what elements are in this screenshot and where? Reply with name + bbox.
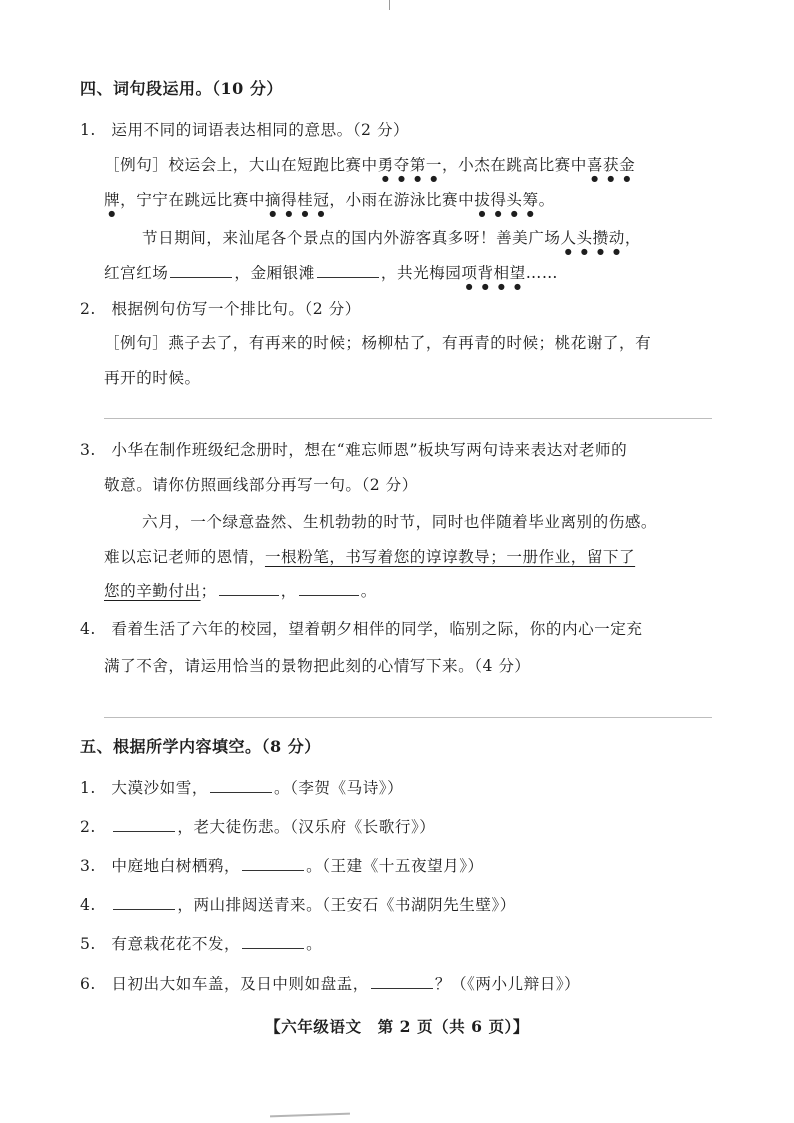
para-text: ； (200, 582, 217, 600)
dotted-phrase: 项背相望 (461, 264, 526, 282)
page-footer: 【六年级语文 第 2 页（共 6 页）】 (265, 1017, 529, 1036)
example-label: ［例句］ (104, 334, 169, 352)
example-text: ，小雨在游泳比赛中 (329, 191, 475, 209)
fill-item-3 (80, 855, 484, 877)
fill-item-5 (80, 933, 322, 955)
q4-answer-line[interactable] (104, 717, 712, 718)
q1-task-line2 (104, 262, 558, 291)
fill-item-4 (80, 894, 516, 916)
q3-para-line3 (104, 580, 377, 602)
item-number: 1. (80, 779, 96, 797)
item-text: 有意栽花花不发， (111, 935, 241, 953)
q3-number: 3. (80, 441, 96, 459)
q3-prompt-line1 (80, 439, 627, 461)
q1-prompt (80, 119, 409, 141)
underlined-phrase: 您的辛勤付出 (104, 582, 201, 600)
item-text: ，两山排闼送青来。（王安石《书湖阴先生壁》） (177, 896, 516, 914)
task-text: ，共光梅园 (380, 264, 462, 282)
q2-number: 2. (80, 300, 96, 318)
scan-smudge (270, 1113, 350, 1118)
dotted-phrase: 摘得桂冠 (264, 191, 330, 209)
dotted-phrase: 牌 (104, 191, 121, 209)
section4-title: 四、词句段运用。（10 分） (80, 79, 283, 98)
item-text: 。 (306, 935, 323, 953)
fill-blank[interactable] (113, 894, 175, 910)
underlined-phrase: 一根粉笔，书写着您的谆谆教导；一册作业，留下了 (264, 548, 636, 566)
para-text: ， (280, 582, 297, 600)
q3-para-line1: 六月，一个绿意盎然、生机勃勃的时节，同时也伴随着毕业离别的伤感。 (142, 513, 658, 531)
example-text: 。 (538, 191, 555, 209)
fill-item-6 (80, 973, 580, 995)
fill-blank[interactable] (371, 973, 433, 989)
example-text: ，宁宁在跳远比赛中 (120, 191, 265, 209)
dotted-phrase: 拔得头筹 (474, 191, 539, 209)
task-text: ， (624, 229, 641, 247)
item-text: 中庭地白树栖鸦， (111, 857, 241, 875)
scan-mark (389, 0, 390, 10)
item-number: 4. (80, 896, 96, 914)
task-text: ，金厢银滩 (234, 264, 315, 282)
q2-answer-line[interactable] (104, 418, 712, 419)
item-number: 3. (80, 857, 96, 875)
item-number: 2. (80, 818, 96, 836)
para-text: 。 (360, 582, 377, 600)
q4-number: 4. (80, 620, 96, 638)
q2-prompt (80, 298, 361, 320)
dotted-phrase: 人头攒动 (560, 229, 625, 247)
q4-prompt-line1 (80, 618, 642, 640)
section5-title: 五、根据所学内容填空。（8 分） (80, 737, 321, 756)
fill-blank[interactable] (219, 580, 279, 596)
example-text: ，小杰在跳高比赛中 (442, 156, 587, 174)
example-label: ［例句］ (104, 156, 169, 174)
item-text: 日初出大如车盖，及日中则如盘盂， (111, 975, 369, 993)
q2-example-line2: 再开的时候。 (104, 369, 201, 387)
item-text: 。（王建《十五夜望月》） (306, 857, 484, 875)
fill-blank[interactable] (170, 262, 232, 278)
item-number: 6. (80, 975, 96, 993)
fill-blank[interactable] (113, 816, 175, 832)
q3-text: 小华在制作班级纪念册时，想在“难忘师恩”板块写两句诗来表达对老师的 (111, 441, 628, 459)
q3-prompt-line2: 敬意。请你仿照画线部分再写一句。（2 分） (104, 476, 418, 494)
q2-example-line1 (104, 332, 651, 354)
task-text: 节日期间，来汕尾各个景点的国内外游客真多呀！善美广场 (142, 229, 561, 247)
fill-blank[interactable] (299, 580, 359, 596)
q4-text: 看着生活了六年的校园，望着朝夕相伴的同学，临别之际，你的内心一定充 (111, 620, 643, 638)
para-text: 难以忘记老师的恩情， (104, 548, 265, 566)
fill-blank[interactable] (242, 933, 304, 949)
dotted-phrase: 喜获金 (586, 156, 636, 174)
fill-blank[interactable] (210, 777, 272, 793)
item-text: 大漠沙如雪， (111, 779, 208, 797)
item-number: 5. (80, 935, 96, 953)
task-text: …… (525, 264, 558, 282)
fill-item-1 (80, 777, 403, 799)
q1-task-line1 (142, 227, 641, 256)
dotted-phrase: 勇夺第一 (377, 156, 443, 174)
fill-blank[interactable] (242, 855, 304, 871)
example-text: 校运会上，大山在短跑比赛中 (168, 156, 378, 174)
q1-example-line1 (104, 154, 635, 183)
item-text: 。（李贺《马诗》） (273, 779, 404, 797)
q3-para-line2 (104, 546, 635, 568)
fill-item-2 (80, 816, 435, 838)
item-text: ，老大徒伤悲。（汉乐府《长歌行》） (177, 818, 436, 836)
q2-text: 根据例句仿写一个排比句。（2 分） (111, 300, 361, 318)
example-text: 燕子去了，有再来的时候；杨柳枯了，有再青的时候；桃花谢了，有 (168, 334, 652, 352)
item-text: ？（《两小儿辩日》） (434, 975, 581, 993)
q4-prompt-line2: 满了不舍，请运用恰当的景物把此刻的心情写下来。（4 分） (104, 657, 531, 675)
q1-number: 1. (80, 121, 96, 139)
q1-text: 运用不同的词语表达相同的意思。（2 分） (111, 121, 410, 139)
task-text: 红宫红场 (104, 264, 169, 282)
q1-example-line2 (104, 189, 555, 218)
fill-blank[interactable] (317, 262, 379, 278)
